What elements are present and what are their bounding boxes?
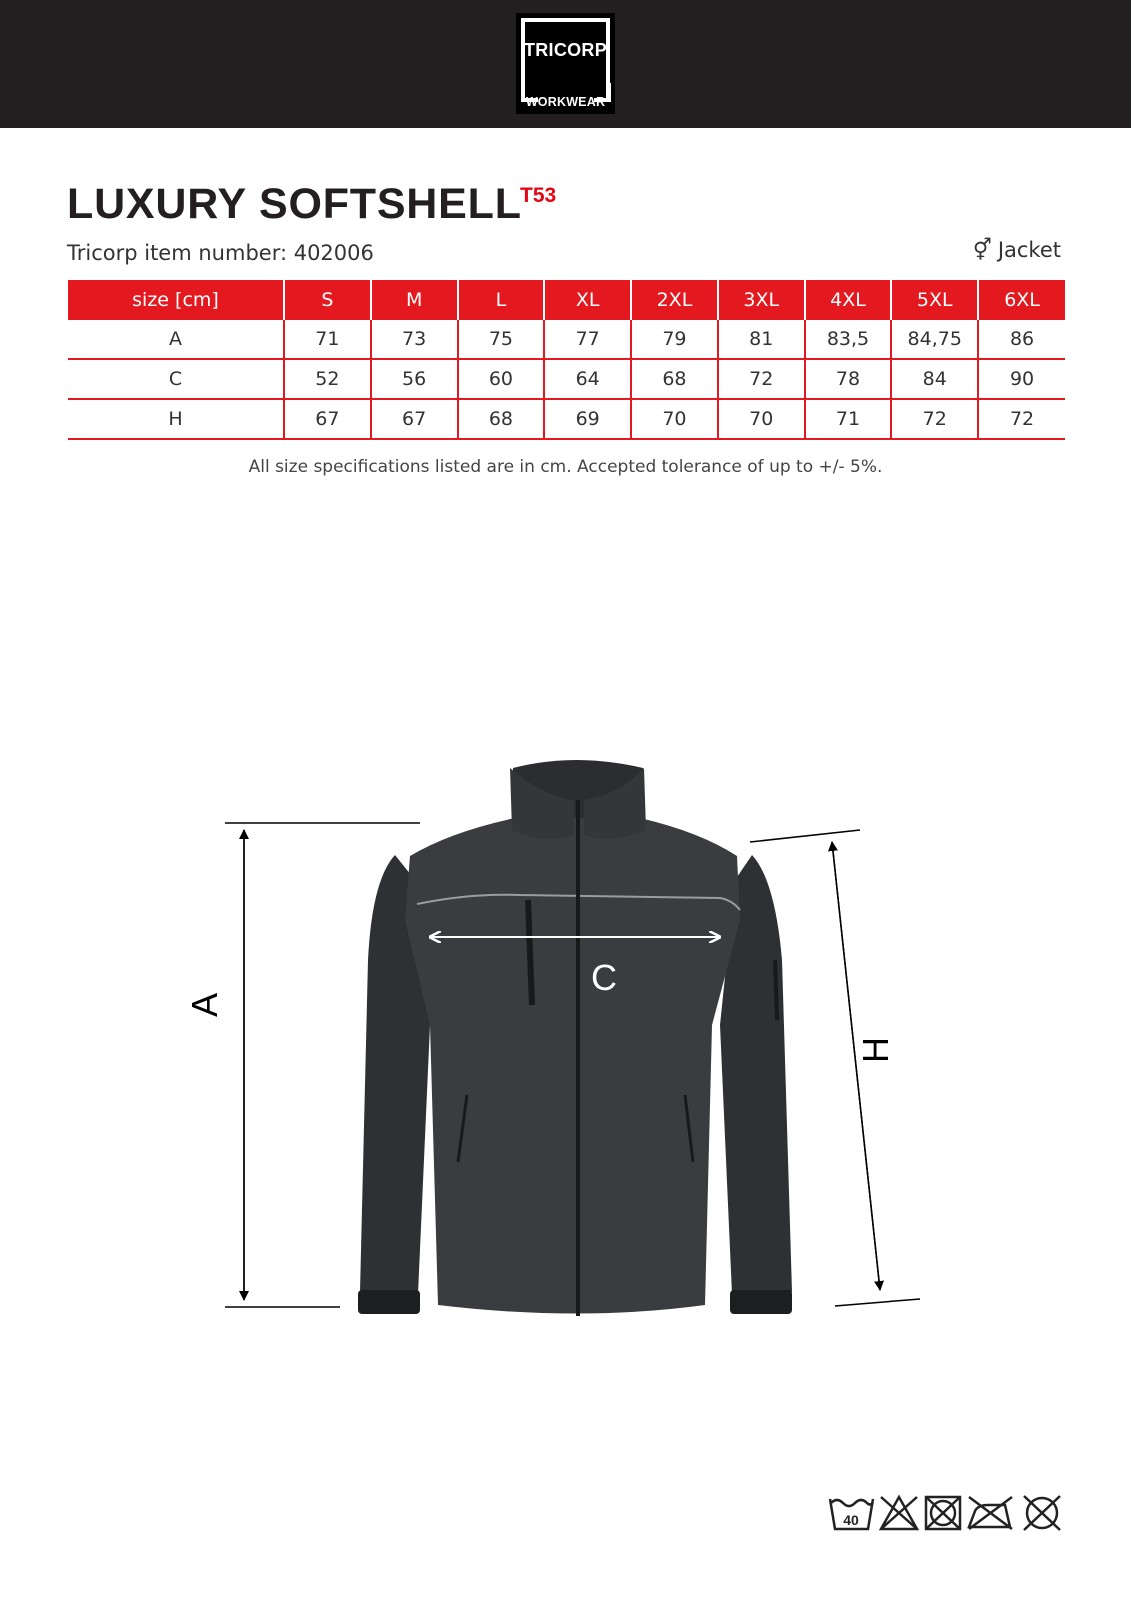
size-header-cell: size [cm] (68, 280, 284, 320)
table-cell: 83,5 (805, 320, 892, 359)
table-cell: 86 (978, 320, 1065, 359)
dimension-c-label: C (591, 957, 617, 998)
no-dry-clean-icon (1024, 1496, 1060, 1530)
table-cell: 72 (978, 399, 1065, 439)
size-table (68, 280, 1065, 440)
table-row (68, 399, 1065, 439)
table-cell: 90 (978, 359, 1065, 399)
table-cell: 77 (544, 320, 631, 359)
size-header-cell: L (458, 280, 545, 320)
table-cell: 60 (458, 359, 545, 399)
tricorp-logo (516, 13, 615, 114)
unisex-icon: ⚥ (972, 238, 992, 262)
wash-temp-label: 40 (843, 1512, 859, 1528)
jacket-illustration (358, 760, 792, 1316)
logo-sub-text: WORKWEAR (525, 95, 606, 109)
table-cell: 68 (458, 399, 545, 439)
product-title: LUXURY SOFTSHELL (67, 180, 522, 228)
size-header-cell: 6XL (978, 280, 1065, 320)
table-cell: 84 (891, 359, 978, 399)
table-cell: H (68, 399, 284, 439)
size-header-cell: S (284, 280, 371, 320)
size-header-cell: M (371, 280, 458, 320)
item-number: Tricorp item number: 402006 (67, 241, 374, 265)
header-bar (0, 0, 1131, 128)
table-cell: 70 (631, 399, 718, 439)
size-header-cell: 3XL (718, 280, 805, 320)
size-header-cell: 5XL (891, 280, 978, 320)
table-cell: 72 (718, 359, 805, 399)
table-cell: 72 (891, 399, 978, 439)
table-cell: 73 (371, 320, 458, 359)
table-row (68, 359, 1065, 399)
table-cell: 70 (718, 399, 805, 439)
no-iron-icon (969, 1497, 1012, 1529)
table-cell: 71 (284, 320, 371, 359)
care-symbols (828, 1493, 1064, 1533)
table-cell: 71 (805, 399, 892, 439)
product-category (973, 238, 1061, 262)
no-tumble-dry-icon (926, 1497, 960, 1529)
table-cell: A (68, 320, 284, 359)
dimension-h-label: H (855, 1037, 896, 1063)
table-cell: 67 (371, 399, 458, 439)
size-note: All size specifications listed are in cm. Accepted tolerance of up to +/- 5%. (248, 457, 883, 477)
table-cell: 64 (544, 359, 631, 399)
size-header-cell: XL (544, 280, 631, 320)
logo-brand-text: TRICORP (523, 40, 608, 60)
measurement-diagram (0, 720, 1131, 1340)
product-code: T53 (520, 184, 557, 207)
table-cell: 69 (544, 399, 631, 439)
no-bleach-icon (881, 1497, 917, 1529)
table-cell: 67 (284, 399, 371, 439)
table-cell: 75 (458, 320, 545, 359)
table-cell: 79 (631, 320, 718, 359)
table-cell: 68 (631, 359, 718, 399)
category-label: Jacket (997, 238, 1061, 262)
table-cell: 78 (805, 359, 892, 399)
table-cell: 81 (718, 320, 805, 359)
table-cell: 56 (371, 359, 458, 399)
table-row (68, 320, 1065, 359)
dimension-a-label: A (184, 992, 225, 1018)
size-header-cell: 4XL (805, 280, 892, 320)
size-table-header-row (68, 280, 1065, 320)
size-header-cell: 2XL (631, 280, 718, 320)
table-cell: 52 (284, 359, 371, 399)
table-cell: C (68, 359, 284, 399)
table-cell: 84,75 (891, 320, 978, 359)
